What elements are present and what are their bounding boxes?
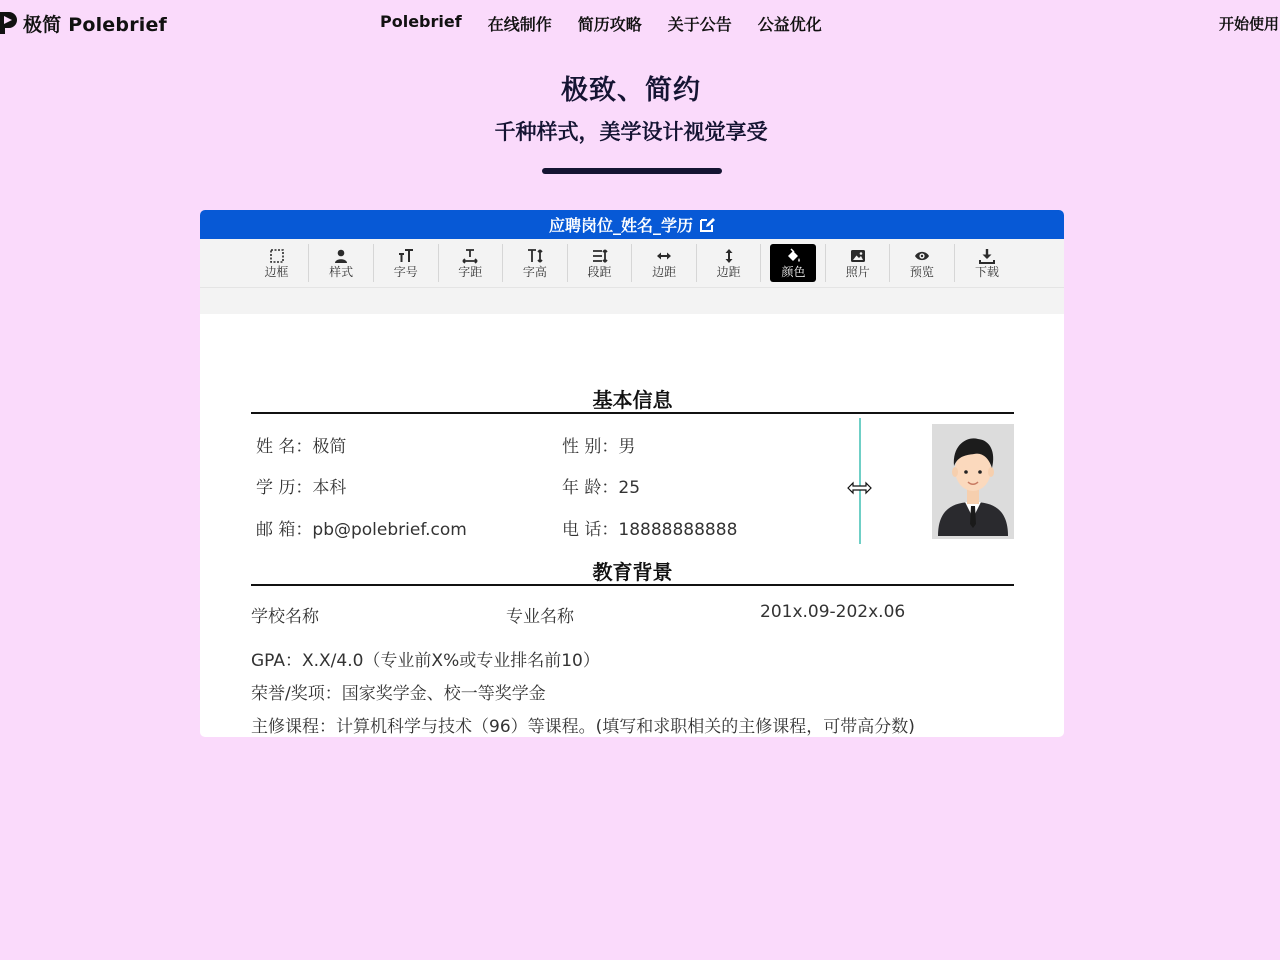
nav-link-announcements[interactable]: 关于公告	[667, 15, 732, 34]
tool-label: 照片	[845, 264, 870, 279]
tool-label: 边距	[652, 264, 677, 279]
top-nav	[0, 0, 1280, 46]
tool-vertical-margin[interactable]	[697, 244, 762, 282]
person-icon	[333, 248, 349, 264]
hero-divider	[542, 168, 722, 174]
tool-font-size[interactable]	[374, 244, 439, 282]
tool-preview[interactable]	[890, 244, 955, 282]
tool-download[interactable]	[955, 244, 1020, 282]
edu-honors[interactable]: 荣誉/奖项：国家奖学金、校一等奖学金	[251, 684, 546, 704]
font-size-icon	[398, 248, 414, 264]
edu-courses[interactable]: 主修课程：计算机科学与技术（96）等课程。(填写和求职相关的主修课程，可带高分数)	[251, 717, 915, 737]
tool-color[interactable]	[770, 244, 816, 282]
section-title-basic-info[interactable]: 基本信息	[592, 388, 673, 412]
tool-label: 边框	[264, 264, 289, 279]
tool-label: 颜色	[781, 264, 806, 279]
tool-label: 预览	[909, 264, 934, 279]
line-height-icon	[527, 248, 543, 264]
tool-label: 字号	[393, 264, 418, 279]
image-icon	[850, 248, 866, 264]
field-email[interactable]: 邮 箱：pb@polebrief.com	[256, 520, 467, 540]
polebrief-logo-icon	[0, 10, 18, 36]
letter-spacing-icon	[462, 248, 478, 264]
brand-logo-link[interactable]	[0, 10, 167, 36]
field-phone[interactable]: 电 话：18888888888	[562, 520, 738, 540]
brand-name: 极简 Polebrief	[23, 13, 168, 36]
border-icon	[269, 248, 285, 264]
section-title-education[interactable]: 教育背景	[592, 560, 673, 584]
tool-style[interactable]	[309, 244, 374, 282]
tool-label: 字高	[522, 264, 547, 279]
tool-label: 边距	[716, 264, 741, 279]
nav-links	[380, 12, 848, 35]
paragraph-spacing-icon	[592, 248, 608, 264]
nav-link-charity[interactable]: 公益优化	[757, 15, 822, 34]
hero-subtitle: 千种样式，美学设计视觉享受	[494, 120, 768, 144]
tool-line-height[interactable]	[503, 244, 568, 282]
edit-icon[interactable]	[699, 217, 715, 233]
resume-editor	[200, 210, 1064, 737]
edu-school[interactable]: 学校名称	[251, 607, 319, 627]
tool-label: 下载	[974, 264, 999, 279]
edu-major[interactable]: 专业名称	[506, 607, 574, 627]
resume-title-bar[interactable]	[200, 210, 1064, 239]
nav-link-polebrief[interactable]: Polebrief	[380, 12, 462, 31]
edu-period[interactable]: 201x.09-202x.06	[760, 602, 906, 622]
toolbar-subbar	[200, 288, 1064, 314]
hero-title: 极致、简约	[561, 75, 701, 106]
vertical-margin-icon	[721, 248, 737, 264]
tool-letter-spacing[interactable]	[439, 244, 504, 282]
format-toolbar	[200, 239, 1064, 288]
tool-label: 字距	[458, 264, 483, 279]
download-icon	[979, 248, 995, 264]
profile-photo[interactable]	[932, 424, 1014, 539]
field-name[interactable]: 姓 名：极简	[256, 437, 347, 457]
nav-link-online-create[interactable]: 在线制作	[487, 15, 552, 34]
nav-link-resume-guide[interactable]: 简历攻略	[577, 15, 642, 34]
horizontal-margin-icon	[656, 248, 672, 264]
section-divider	[251, 584, 1014, 586]
resume-file-title[interactable]: 应聘岗位_姓名_学历	[548, 216, 693, 235]
field-gender[interactable]: 性 别：男	[562, 437, 636, 457]
resize-cursor-icon	[846, 481, 873, 495]
edu-gpa[interactable]: GPA：X.X/4.0（专业前X%或专业排名前10）	[251, 651, 600, 671]
start-using-link[interactable]: 开始使用	[1218, 15, 1279, 33]
section-divider	[251, 412, 1014, 414]
field-education[interactable]: 学 历：本科	[256, 478, 347, 498]
eye-icon	[914, 248, 930, 264]
tool-photo[interactable]	[825, 244, 890, 282]
tool-label: 段距	[587, 264, 612, 279]
paint-bucket-icon	[785, 248, 801, 264]
avatar-icon	[932, 424, 1014, 539]
tool-paragraph-spacing[interactable]	[568, 244, 633, 282]
tool-horizontal-margin[interactable]	[632, 244, 697, 282]
tool-label: 样式	[329, 264, 354, 279]
field-age[interactable]: 年 龄：25	[562, 478, 641, 498]
tool-border[interactable]	[245, 244, 310, 282]
